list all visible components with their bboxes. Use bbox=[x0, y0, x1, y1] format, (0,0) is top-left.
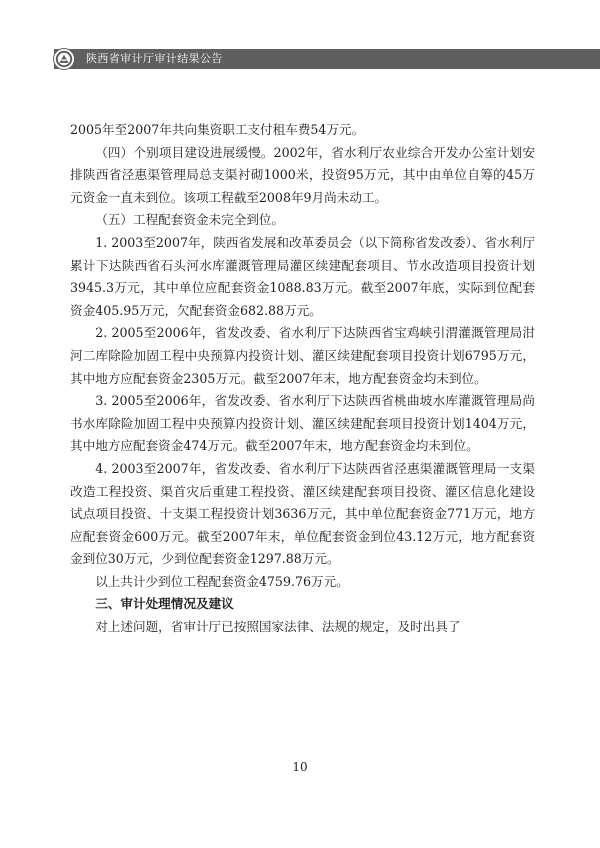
section-heading: 三、审计处理情况及建议 bbox=[95, 596, 234, 612]
paragraph-sub-4: 4. 2003至2007年，省发改委、省水利厅下达陕西省泾惠渠灌溉管理局一支渠改造工程投资、渠首灾后重建工程投资、灌区续建配套项目投资、灌区信息化建设试点项目投资、十支渠工程投资计划3636万元，其中单位配套资金771万元，地方应配套资金600万元。截至2007年末，单位配套资金到位43.12万元，地方配套资金到位30万元，少到位配套资金1297.88万元。 bbox=[70, 460, 535, 567]
page-number: 10 bbox=[292, 760, 308, 774]
paragraph-sub-2: 2. 2005至2006年，省发改委、省水利厅下达陕西省宝鸡峡引渭灌溉管理局泔河二库除险加固工程中央预算内投资计划、灌区续建配套项目投资计划6795万元，其中地方应配套资金2305万元。截至2007年末，地方配套资金均未到位。 bbox=[70, 325, 535, 386]
paragraph-total: 以上共计少到位工程配套资金4759.76万元。 bbox=[95, 573, 349, 589]
paragraph-continuation: 2005年至2007年共向集资职工支付租车费54万元。 bbox=[70, 122, 365, 137]
paragraph-sub-3: 3. 2005至2006年，省发改委、省水利厅下达陕西省桃曲坡水库灌溉管理局尚书水库除险加固工程中央预算内投资计划、灌区续建配套项目投资计划1404万元，其中地方应配套资金474万元。截至2007年末，地方配套资金均未到位。 bbox=[70, 393, 535, 454]
header-title: 陕西省审计厅审计结果公告 bbox=[86, 52, 223, 65]
paragraph-handling: 对上述问题，省审计厅已按照国家法律、法规的规定，及时出具了 bbox=[95, 619, 461, 635]
paragraph-item-4: （四）个别项目建设进展缓慢。2002年，省水利厅农业综合开发办公室计划安排陕西省泾惠渠管理局总支渠衬砌1000米，投资95万元，其中由单位自筹的45万元资金一直未到位。该项工程截至2008年9月尚未动工。 bbox=[70, 144, 535, 205]
document-body bbox=[70, 119, 535, 639]
paragraph-item-5: （五）工程配套资金未完全到位。 bbox=[95, 212, 285, 228]
audit-logo-icon bbox=[53, 48, 75, 70]
paragraph-sub-1: 1. 2003至2007年，陕西省发展和改革委员会（以下简称省发改委）、省水利厅累计下达陕西省石头河水库灌溉管理局灌区续建配套项目、节水改造项目投资计划3945.3万元，其中单位应配套资金1088.83万元。截至2007年底，实际到位配套资金405.95万元，欠配套资金682.88万元。 bbox=[70, 234, 535, 318]
